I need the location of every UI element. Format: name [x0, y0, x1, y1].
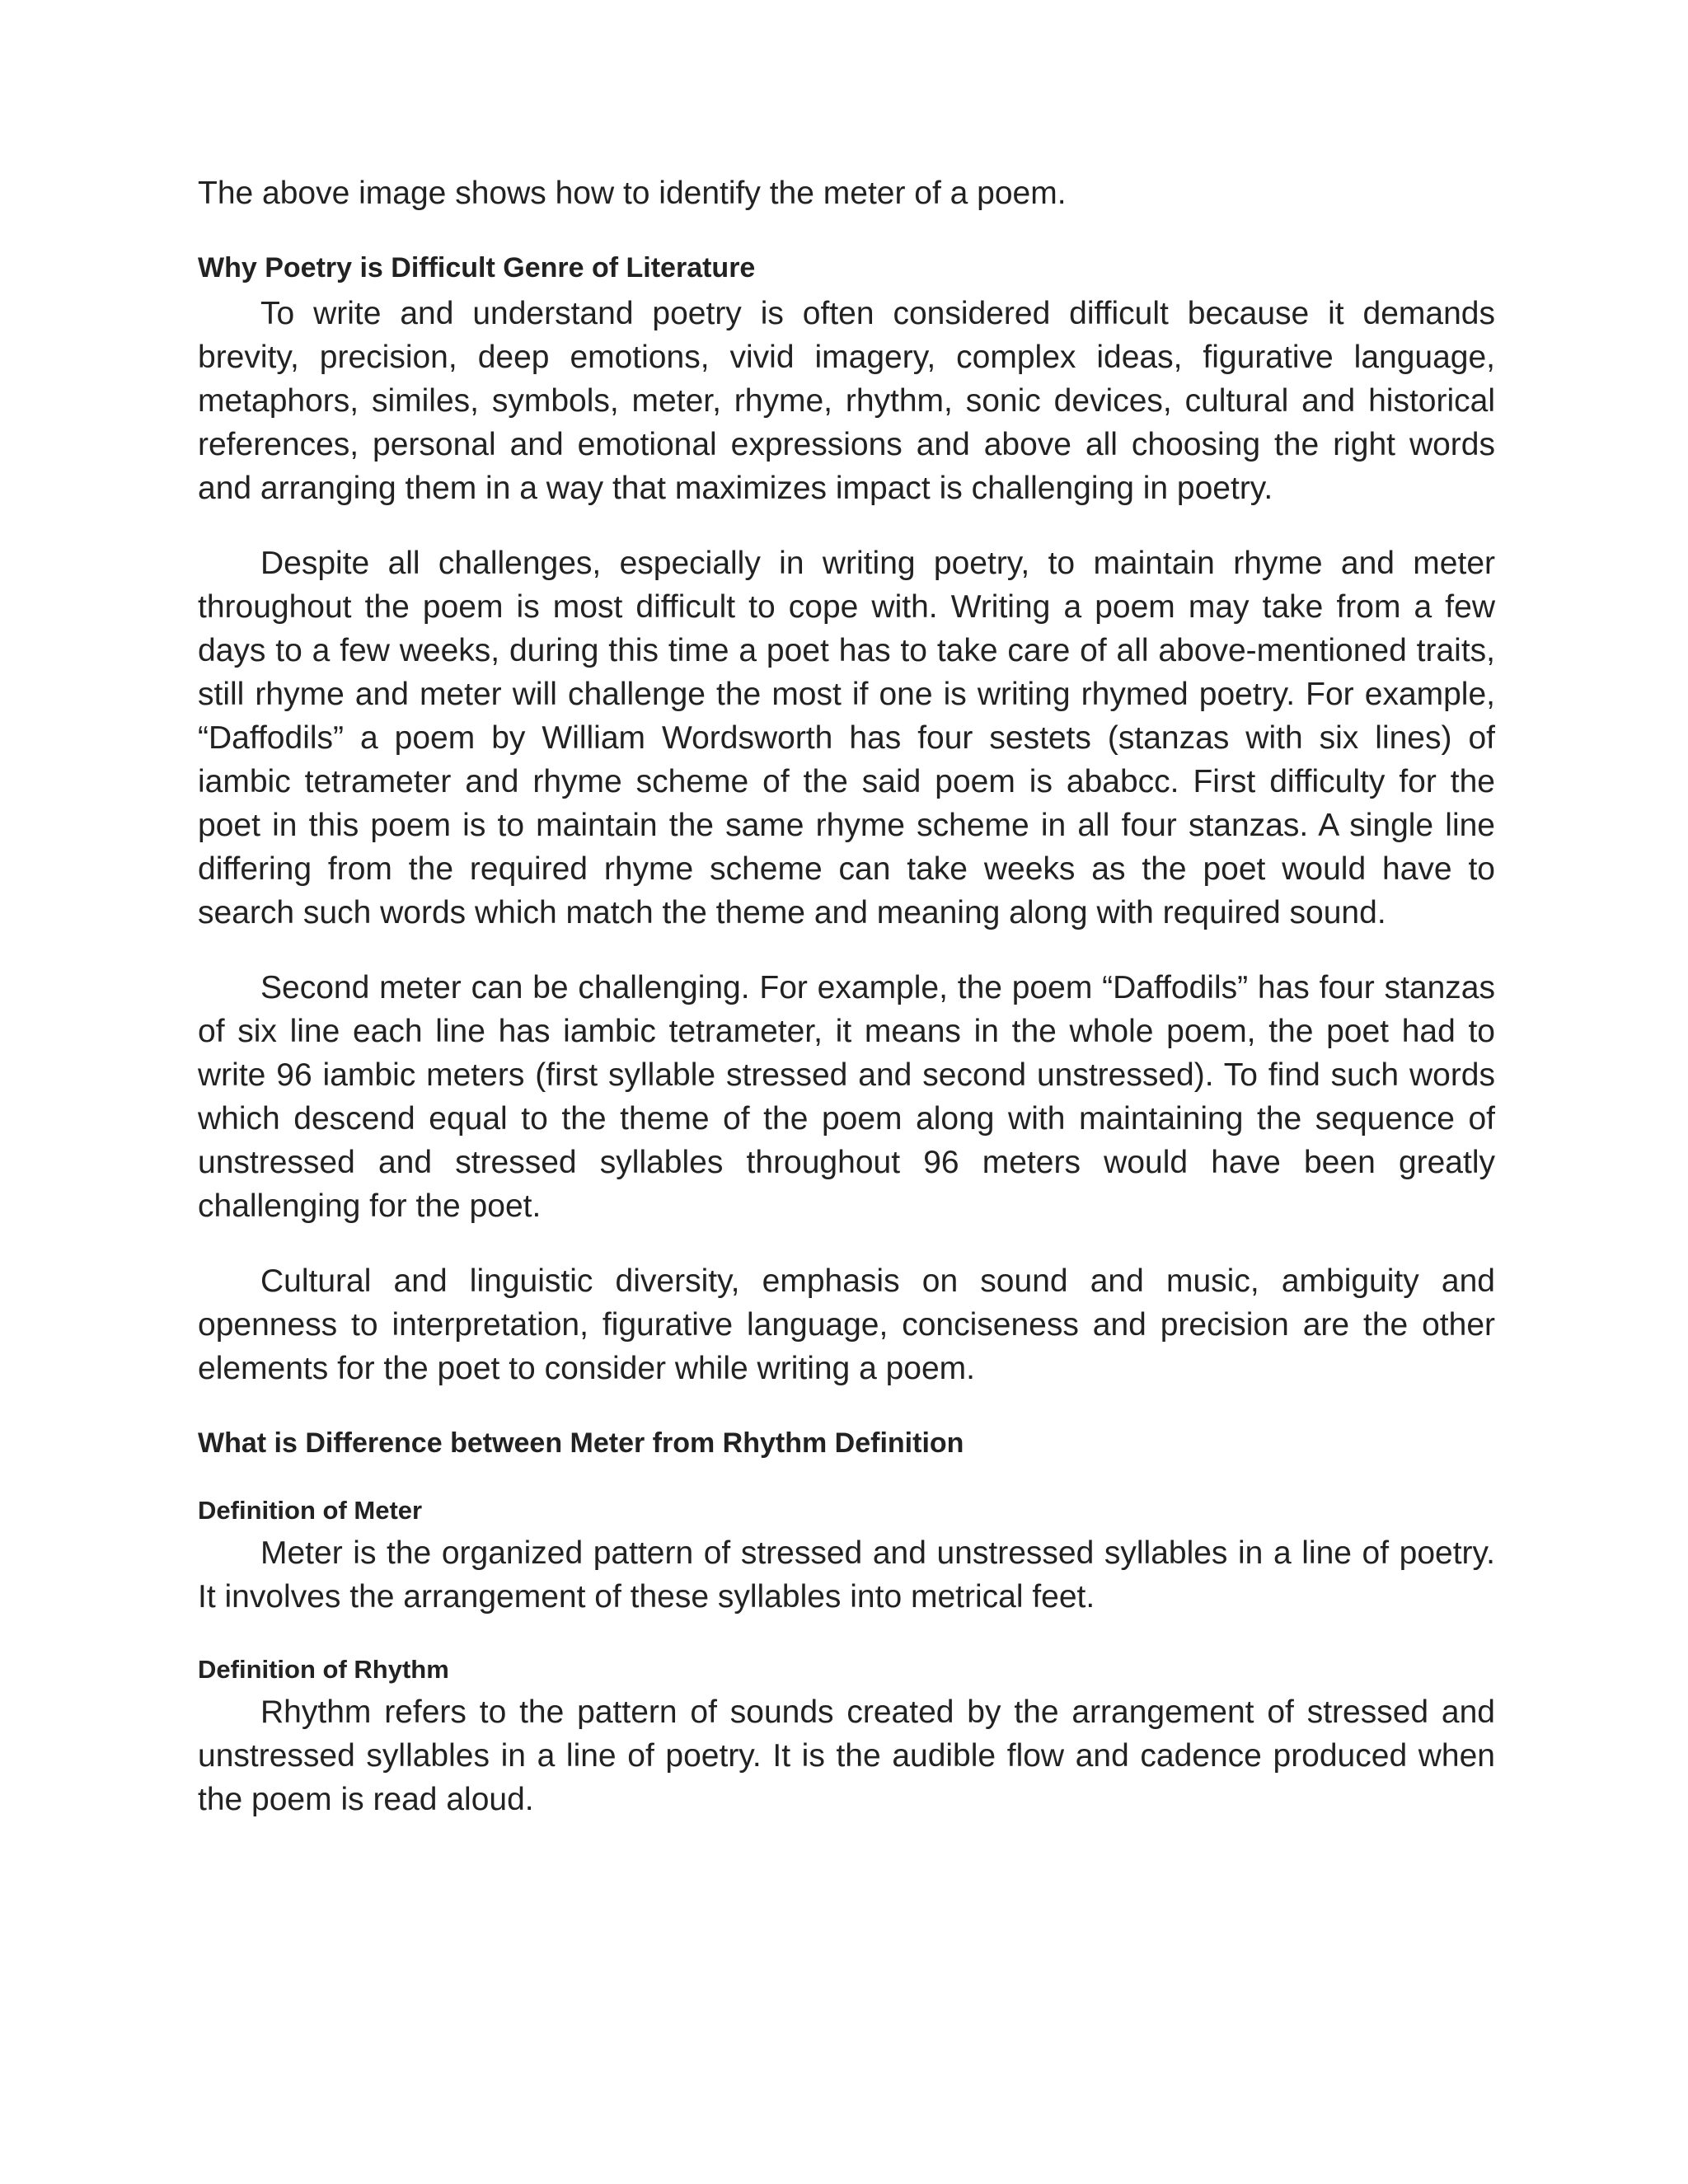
paragraph-rhyme-and-meter: Despite all challenges, especially in writing poetry, to maintain rhyme and meter throughout the poem is most difficult to cope with. Writing a poem may take from a few days to a few weeks, during this time a poet has to take care of all above-mentioned traits, still rhyme and meter will challenge the most if one is writing rhymed poetry. For example, “Daffodils” a poem by William Wordsworth has four sestets (stanzas with six lines) of iambic tetrameter and rhyme scheme of the said poem is ababcc. First difficulty for the poet in this poem is to maintain the same rhyme scheme in all four stanzas. A single line differing from the required rhyme scheme can take weeks as the poet would have to search such words which match the theme and meaning along with required sound. — [198, 546, 1495, 930]
subheading-definition-of-rhythm: Definition of Rhythm — [198, 1655, 449, 1684]
paragraph-meter-challenge: Second meter can be challenging. For example, the poem “Daffodils” has four stanzas of six line each line has iambic tetrameter, it means in the whole poem, the poet had to write 96 iambic meters (first syllable stressed and second unstressed). To find such words which descend equal to the theme of the poem along with maintaining the sequence of unstressed and stressed syllables throughout 96 meters would have been greatly challenging for the poet. — [198, 970, 1495, 1224]
paragraph-meter-definition: Meter is the organized pattern of stressed and unstressed syllables in a line of poetry. It involves the arrangement of these syllables into metrical feet. — [198, 1535, 1495, 1615]
paragraph-rhythm-definition: Rhythm refers to the pattern of sounds created by the arrangement of stressed and unstressed syllables in a line of poetry. It is the audible flow and cadence produced when the poem is read aloud. — [198, 1694, 1495, 1817]
intro-paragraph: The above image shows how to identify the meter of a poem. — [198, 176, 1067, 211]
document-page — [198, 171, 1495, 1821]
paragraph-other-elements: Cultural and linguistic diversity, emphasis on sound and music, ambiguity and openness to interpretation, figurative language, conciseness and precision are the other elements for the poet to consider while writing a poem. — [198, 1263, 1495, 1386]
section-heading-meter-vs-rhythm: What is Difference between Meter from Rhythm Definition — [198, 1427, 964, 1459]
paragraph-poetry-demands: To write and understand poetry is often considered difficult because it demands brevity, precision, deep emotions, vivid imagery, complex ideas, figurative language, metaphors, similes, symbols, meter, rhyme, rhythm, sonic devices, cultural and historical references, personal and emotional expressions and above all choosing the right words and arranging them in a way that maximizes impact is challenging in poetry. — [198, 296, 1495, 506]
subheading-definition-of-meter: Definition of Meter — [198, 1496, 423, 1525]
section-heading-why-poetry-difficult: Why Poetry is Difficult Genre of Literature — [198, 252, 756, 284]
